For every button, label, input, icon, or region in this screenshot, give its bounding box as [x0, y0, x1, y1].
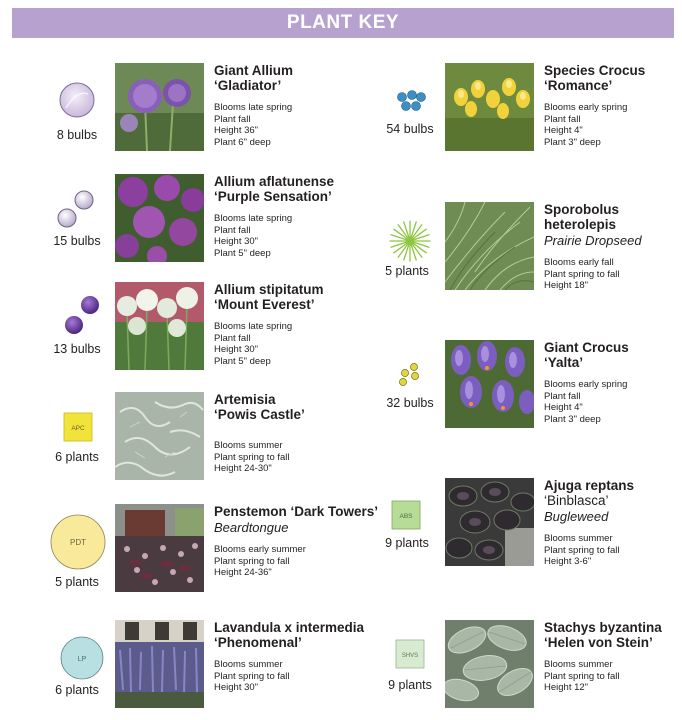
- common-name: Bugleweed: [544, 509, 609, 524]
- plant-name: Allium stipitatum ‘Mount Everest’: [214, 282, 324, 312]
- plant-details: Blooms early spring Plant fall Height 4" Plant 3" deep: [544, 102, 628, 148]
- plant-key-header: [12, 8, 674, 38]
- quantity-label: 5 plants: [385, 264, 429, 278]
- common-name: Beardtongue: [214, 520, 289, 535]
- penstemon-photo: [115, 504, 204, 592]
- quantity-label: 6 plants: [55, 450, 99, 464]
- plant-details: Blooms early summer Plant spring to fall Height 24-36": [214, 544, 306, 578]
- plant-details: Blooms summer Plant spring to fall Height 30": [214, 659, 290, 693]
- artemisia-photo: [115, 392, 204, 480]
- page-title: PLANT KEY: [286, 12, 400, 33]
- symbol-code: LP: [77, 656, 87, 663]
- plant-name: Giant Crocus ‘Yalta’: [544, 340, 629, 370]
- plant-name: Penstemon ‘Dark Towers’: [214, 504, 379, 519]
- quantity-label: 13 bulbs: [53, 342, 101, 356]
- plant-entry-species-crocus: [360, 60, 682, 160]
- allium-aflatunense-photo: [115, 174, 204, 262]
- plant-details: Blooms summer Plant spring to fall Height 24-30": [214, 440, 290, 474]
- plant-details: Blooms summer Plant spring to fall Height 12": [544, 659, 620, 693]
- symbol-code: SHVS: [401, 653, 419, 659]
- plant-details: Blooms late spring Plant fall Height 30" Plant 5" deep: [214, 213, 293, 259]
- quantity-label: 15 bulbs: [53, 234, 101, 248]
- plant-details: Blooms early fall Plant spring to fall Height 18": [544, 257, 620, 291]
- plant-name: Lavandula x intermedia ‘Phenomenal’: [214, 620, 365, 650]
- quantity-label: 6 plants: [55, 683, 99, 697]
- plant-name: Ajuga reptans ‘Binblasca’: [544, 478, 635, 508]
- plant-entry-giant-allium: [30, 60, 360, 160]
- plant-entry-sporobolus: [360, 200, 682, 300]
- plant-details: Blooms late spring Plant fall Height 30" Plant 5" deep: [214, 321, 293, 367]
- stachys-photo: [445, 620, 534, 708]
- plant-entry-lavandula: [30, 615, 365, 715]
- plant-name: Artemisia ‘Powis Castle’: [214, 392, 305, 422]
- plant-details: Blooms late spring Plant fall Height 36" Plant 6" deep: [214, 102, 293, 148]
- giant-allium-photo: [115, 63, 204, 151]
- plant-name: Sporobolus heterolepis: [544, 202, 619, 232]
- plant-entry-stachys: [360, 616, 682, 716]
- plant-details: Blooms early spring Plant fall Height 4" Plant 3" deep: [544, 379, 628, 425]
- quantity-label: 32 bulbs: [386, 396, 434, 410]
- quantity-label: 5 plants: [55, 575, 99, 589]
- quantity-label: 8 bulbs: [56, 128, 98, 142]
- plant-entry-artemisia: [30, 390, 360, 490]
- sporobolus-photo: [445, 202, 534, 290]
- symbol-code: ABS: [399, 513, 413, 520]
- plant-name: Giant Allium ‘Gladiator’: [214, 63, 294, 93]
- quantity-label: 9 plants: [388, 678, 432, 692]
- ajuga-photo: [445, 478, 534, 566]
- quantity-label: 9 plants: [385, 536, 429, 550]
- species-crocus-photo: [445, 63, 534, 151]
- plant-name: Allium aflatunense ‘Purple Sensation’: [214, 174, 335, 204]
- symbol-code: PDT: [70, 538, 86, 547]
- plant-entry-allium-aflatunense: [30, 170, 360, 270]
- plant-entry-penstemon: [30, 502, 379, 602]
- plant-name: Species Crocus ‘Romance’: [544, 63, 646, 93]
- plant-entry-ajuga: [360, 476, 682, 576]
- quantity-label: 54 bulbs: [386, 122, 434, 136]
- plant-details: Blooms summer Plant spring to fall Height 3-6": [544, 533, 620, 567]
- common-name: Prairie Dropseed: [544, 233, 642, 248]
- allium-stipitatum-photo: [115, 282, 204, 370]
- giant-crocus-photo: [445, 340, 534, 428]
- symbol-code: APC: [71, 425, 85, 432]
- plant-entry-giant-crocus: [360, 338, 682, 438]
- lavandula-photo: [115, 620, 204, 708]
- plant-entry-allium-stipitatum: [30, 280, 360, 380]
- plant-name: Stachys byzantina ‘Helen von Stein’: [544, 620, 662, 650]
